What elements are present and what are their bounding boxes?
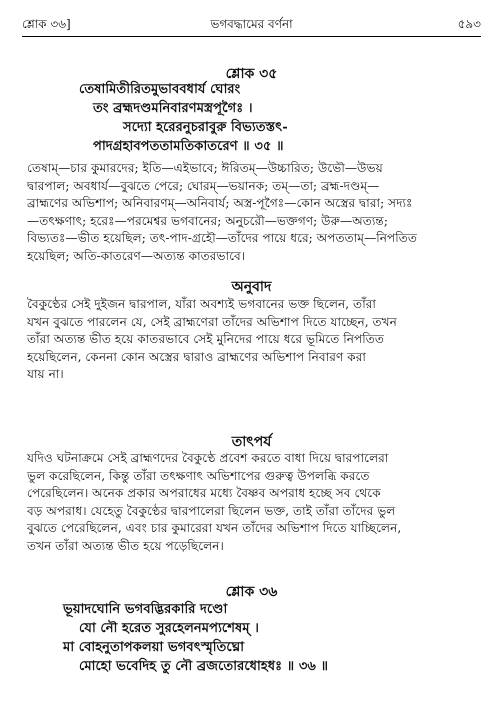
translation-line: যায় না। [27, 367, 64, 381]
verse-35-line: তং ব্রহ্মদণ্ডমনিবারণমস্ত্রপূগৈঃ । [93, 101, 253, 116]
verse-35-line: তেষামিতীরিতমুভাববধার্য ঘোরং [79, 82, 241, 97]
synonym-line: তেষাম্—চার কুমারদের; ইতি—এইভাবে; ঈরিতম্—উচ্চারিত; উভৌ—উভয় [27, 161, 383, 175]
verse-36-line: যো নৌ হরেত সুরহেলনমপ্যশেষম্ । [79, 621, 259, 636]
translation-line: তাঁরা অত্যন্ত ভীত হয়ে কাতরভাবে সেই মুনিদের পায়ে ধরে ভূমিতে নিপতিত [27, 332, 385, 346]
verse-36-heading: শ্লোক ৩৬ [225, 584, 278, 600]
translation-line: হয়েছিলেন, কেননা কোন অস্ত্রের দ্বারাও ব্রাহ্মণের অভিশাপ নিবারণ করা [27, 349, 366, 364]
header-chapter-title: ভগবদ্ধামের বর্ণনা [210, 17, 293, 31]
translation-line: বৈকুণ্ঠের সেই দুইজন দ্বারপাল, যাঁরা অবশ্যই ভগবানের ভক্ত ছিলেন, তাঁরা [27, 297, 376, 311]
header-page-number: ৫৯৩ [457, 17, 481, 31]
verse-36-line: মা বোহনুতাপকলয়া ভগবৎস্মৃতিঘ্নো [63, 640, 245, 655]
header-rule [22, 36, 481, 37]
synonym-line: দ্বারপাল; অবধার্য—বুঝতে পেরে; ঘোরম্—ভয়ানক; তম্—তা; ব্রহ্ম-দণ্ডম্— [27, 178, 380, 193]
header-verse-ref: শ্লোক ৩৬] [22, 17, 71, 31]
purport-line: যদিও ঘটনাক্রমে সেই ব্রাহ্মণদের বৈকুণ্ঠে প্রবেশ করতে বাধা দিয়ে দ্বারপালেরা [27, 451, 389, 465]
verse-36-line: মোহো ভবেদিহ তু নৌ ব্রজতোরধোহধঃ ॥ ৩৬ ॥ [79, 659, 329, 674]
verse-35-heading: শ্লোক ৩৫ [225, 66, 278, 82]
purport-line: তখন তাঁরা অত্যন্ত ভীত হয়ে পড়েছিলেন। [27, 538, 224, 553]
purport-line: বুঝতে পেরেছিলেন, এবং চার কুমারেরা যখন তাঁদের অভিশাপ দিতে যাচ্ছিলেন, [27, 521, 402, 535]
verse-35-line: সদ্যো হরেরনুচরাবুরু বিভ্যতস্তৎ- [123, 120, 288, 135]
synonym-line: —তৎক্ষণাৎ; হরেঃ—পরমেশ্বর ভগবানের; অনুচরৌ—ভক্তগণ; উরু—অত্যন্ত; [27, 213, 388, 228]
synonym-line: হয়েছিল; অতি-কাতরেণ—অত্যন্ত কাতরভাবে। [27, 248, 246, 263]
purport-line: পেরেছিলেন। অনেক প্রকার অপরাধের মধ্যে বৈষ্ণব অপরাধ হচ্ছে সব থেকে [27, 486, 381, 500]
running-header [22, 14, 481, 34]
verse-36-line: ভূয়াদঘোনি ভগবদ্ভিরকারি দণ্ডো [63, 602, 228, 617]
purport-line: বড় অপরাধ। যেহেতু বৈকুণ্ঠের দ্বারপালেরা ছিলেন ভক্ত, তাই তাঁরা তাঁদের ভুল [27, 503, 396, 518]
purport-heading: তাৎপর্য [231, 434, 272, 450]
purport-line: ভুল করেছিলেন, কিন্তু তাঁরা তৎক্ষণাৎ অভিশাপের গুরুত্ব উপলব্ধি করতে [27, 468, 370, 483]
verse-35-line: পাদগ্রহাবপততামতিকাতরেণ ॥ ৩৫ ॥ [93, 139, 284, 154]
translation-line: যখন বুঝতে পারলেন যে, সেই ব্রাহ্মণেরা তাঁদের অভিশাপ দিতে যাচ্ছেন, তখন [27, 314, 397, 329]
synonym-line: ব্রাহ্মণের অভিশাপ; অনিবারণম্—অনিবার্য; অস্ত্র-পূগৈঃ—কোন অস্ত্রের দ্বারা; সদ্যঃ [27, 196, 413, 210]
synonym-line: বিভ্যতঃ—ভীত হয়েছিল; তৎ-পাদ-গ্রহৌ—তাঁদের পায়ে ধরে; অপততাম্—নিপতিত [27, 231, 418, 245]
verse-35-text [27, 80, 476, 156]
word-meanings [27, 160, 476, 265]
translation-heading: অনুবাদ [231, 279, 272, 295]
purport-text [27, 450, 476, 555]
verse-36-text [27, 600, 476, 676]
translation-text [27, 296, 476, 384]
